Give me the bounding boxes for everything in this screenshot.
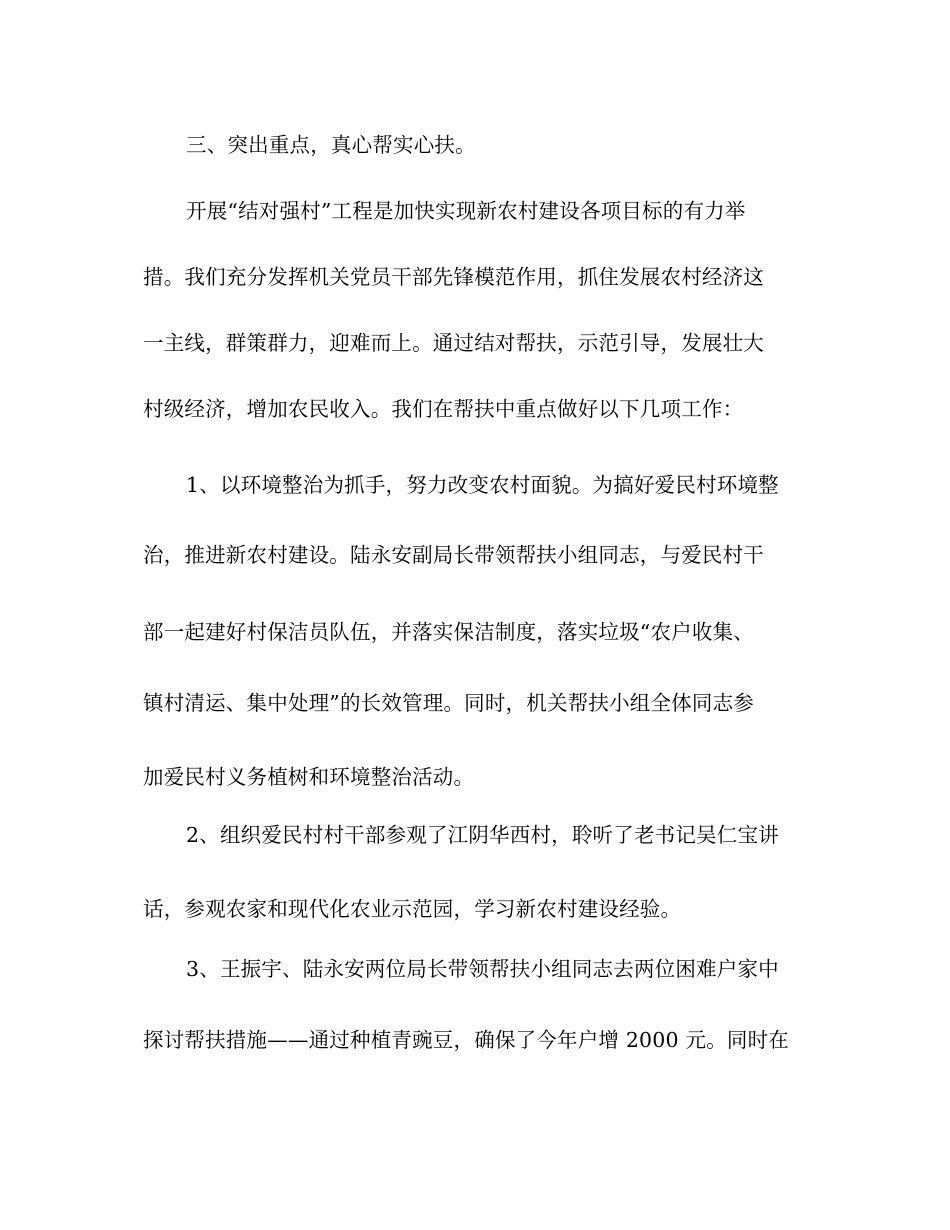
paragraph-line: 部一起建好村保洁员队伍，并落实保洁制度，落实垃圾“农户收集、 [143, 620, 754, 644]
paragraph-line: 村级经济，增加农民收入。我们在帮扶中重点做好以下几项工作： [143, 397, 744, 421]
paragraph-line: 措。我们充分发挥机关党员干部先锋模范作用，抓住发展农村经济这 [143, 265, 764, 289]
paragraph-line: 话，参观农家和现代化农业示范园，学习新农村建设经验。 [143, 897, 682, 921]
paragraph-line: 开展“结对强村”工程是加快实现新农村建设各项目标的有力举 [186, 199, 746, 223]
paragraph-line: 治，推进新农村建设。陆永安副局长带领帮扶小组同志，与爱民村干 [143, 543, 764, 567]
paragraph-line: 1、以环境整治为抓手，努力改变农村面貌。为搞好爱民村环境整 [186, 473, 779, 497]
paragraph-line: 一主线，群策群力，迎难而上。通过结对帮扶，示范引导，发展壮大 [143, 331, 764, 355]
paragraph-line: 探讨帮扶措施——通过种植青豌豆，确保了今年户增 2000 元。同时在 [143, 1028, 790, 1052]
paragraph-line: 2、组织爱民村村干部参观了江阴华西村，聆听了老书记吴仁宝讲 [186, 823, 779, 847]
section-heading: 三、突出重点，真心帮实心扶。 [186, 133, 476, 157]
paragraph-line: 镇村清运、集中处理”的长效管理。同时，机关帮扶小组全体同志参 [143, 691, 754, 715]
paragraph-line: 加爱民村义务植树和环境整治活动。 [143, 765, 475, 789]
paragraph-line: 3、王振宇、陆永安两位局长带领帮扶小组同志去两位困难户家中 [186, 957, 779, 981]
